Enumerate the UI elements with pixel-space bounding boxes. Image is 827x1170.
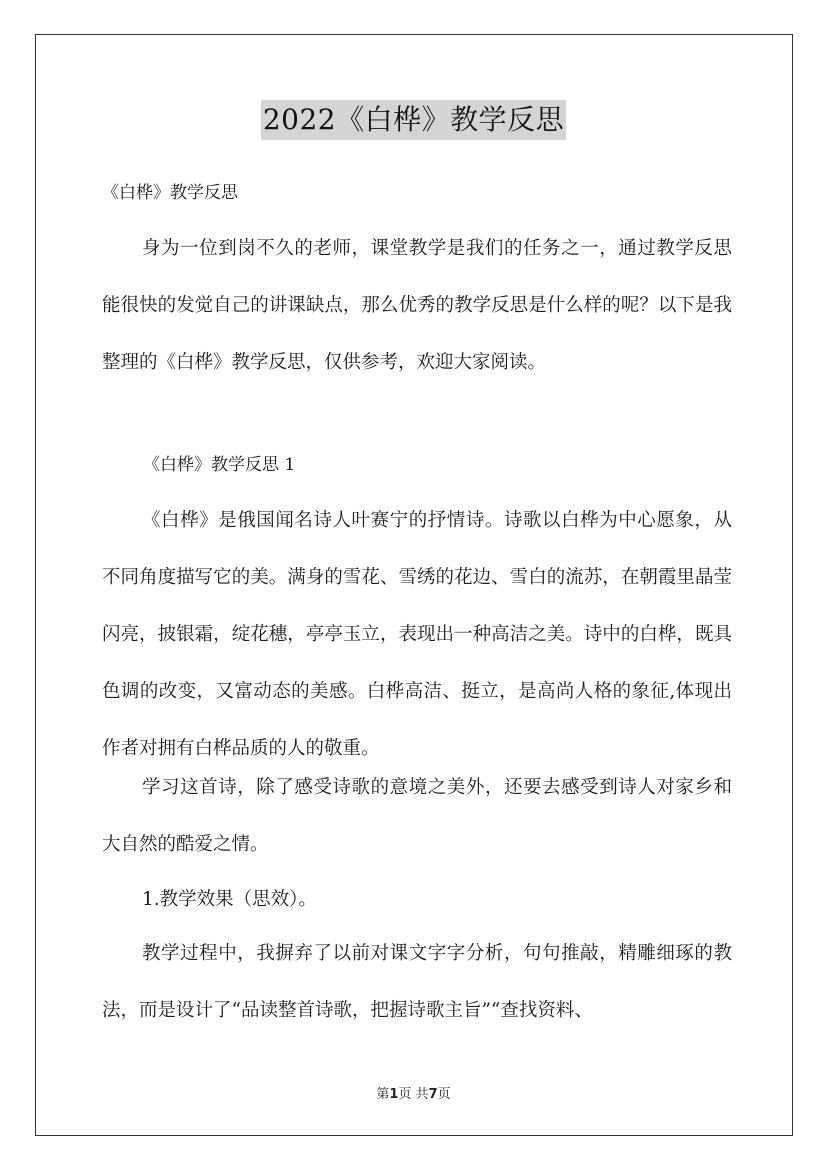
title-wrapper	[0, 100, 827, 140]
footer-page-current: 1	[389, 1087, 399, 1102]
body-paragraph-3: 教学过程中，我摒弃了以前对课文字字分析，句句推敲，精雕细琢的教法，而是设计了“品读整首诗歌，把握诗歌主旨”“查找资料、	[102, 943, 732, 1021]
footer-page-total: 7	[428, 1087, 438, 1102]
body-paragraph-1: 《白桦》是俄国闻名诗人叶赛宁的抒情诗。诗歌以白桦为中心愿象，从不同角度描写它的美。满身的雪花、雪绣的花边、雪白的流苏，在朝霞里晶莹闪亮，披银霜，绽花穗，亭亭玉立，表现出一种高洁之美。诗中的白桦，既具色调的改变，又富动态的美感。白桦高洁、挺立，是高尚人格的象征,体现出作者对拥有白桦品质的人的敬重。	[102, 510, 732, 759]
intro-paragraph: 身为一位到岗不久的老师，课堂教学是我们的任务之一，通过教学反思能很快的发觉自己的讲课缺点，那么优秀的教学反思是什么样的呢？以下是我整理的《白桦》教学反思，仅供参考，欢迎大家阅读。	[102, 238, 732, 373]
body-paragraph-2: 学习这首诗，除了感受诗歌的意境之美外，还要去感受到诗人对家乡和大自然的酷爱之情。	[102, 777, 732, 855]
footer-page-prefix: 第	[376, 1087, 390, 1102]
footer-page-suffix: 页	[437, 1087, 451, 1102]
page-footer	[0, 1083, 827, 1102]
numbered-item-1: 1.教学效果（思效）。	[142, 889, 317, 910]
section-heading: 《白桦》教学反思 1	[143, 455, 296, 475]
footer-page-mid: 页 共	[398, 1087, 429, 1102]
document-subheading: 《白桦》教学反思	[102, 183, 238, 203]
document-title: 2022《白桦》教学反思	[261, 100, 566, 140]
